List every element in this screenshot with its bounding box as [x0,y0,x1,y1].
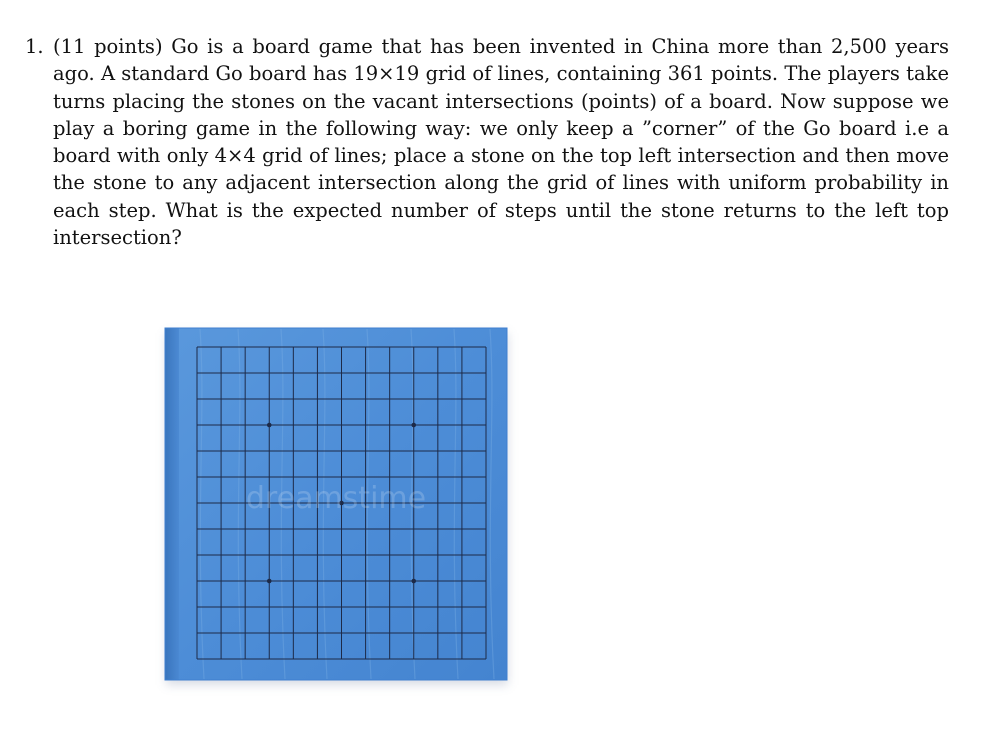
star-point [267,423,272,428]
go-board-image [160,325,512,687]
star-point [411,579,416,584]
problem-text: (11 points) Go is a board game that has been invented in China more than 2,500 years ago. A standard Go board has 19×19 grid of lines, containing 361 points. The players take turns placing the stones on the vacant intersections (points) of a board. Now suppose we play a boring game in the following way: we only keep a ”corner” of the Go board i.e a board with only 4×4 grid of lines; place a stone on the top left intersection and then move the stone to any adjacent intersection along the grid of lines with uniform probability in each step. What is the expected number of steps until the stone returns to the left top intersection? [53,35,949,250]
star-point [411,423,416,428]
watermark-text: dreamstime [245,481,427,516]
problem-number: 1. [25,35,44,58]
star-point [267,579,272,584]
board-left-edge [165,328,179,680]
go-board-figure [160,325,512,687]
